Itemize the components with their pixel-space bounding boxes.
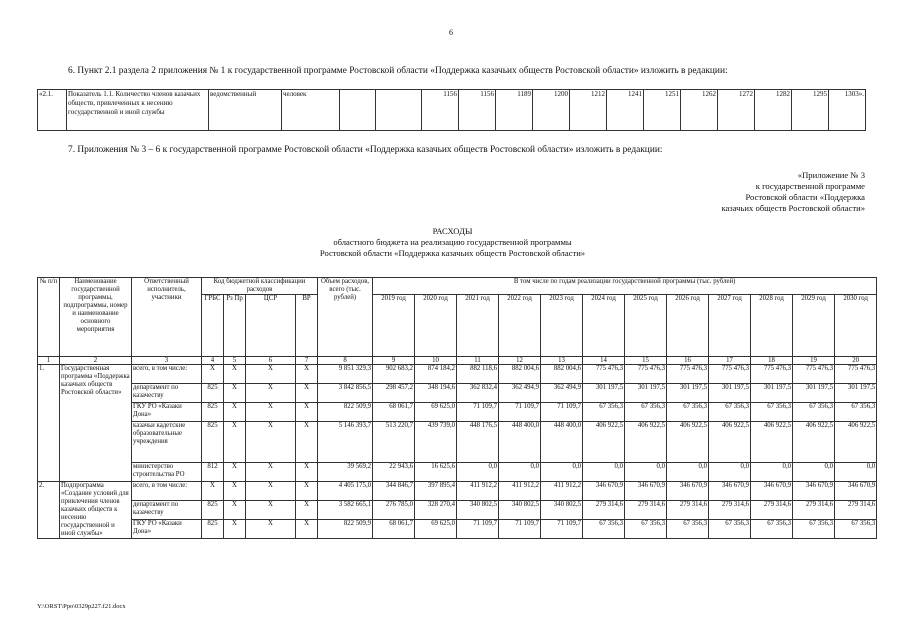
- code-rzpr: X: [224, 463, 246, 482]
- year-value: 276 785,0: [373, 501, 415, 520]
- year-value: 67 356,3: [709, 403, 751, 422]
- year-value: 71 109,7: [541, 403, 583, 422]
- year-value: 397 895,4: [415, 482, 457, 501]
- table-row: [38, 463, 877, 482]
- year-value: 71 109,7: [499, 403, 541, 422]
- page-number: 6: [449, 28, 453, 37]
- year-value: 362 494,9: [499, 384, 541, 403]
- indicator-value: 1156: [422, 90, 459, 131]
- year-value: 67 356,3: [667, 403, 709, 422]
- indicator-value: 1262: [681, 90, 718, 131]
- column-index: 2: [60, 357, 132, 365]
- col-year: 2028 год: [751, 295, 793, 357]
- year-value: 301 197,5: [709, 384, 751, 403]
- appendix-header: «Приложение № 3 к государственной программе Ростовской области «Поддержка казачьих обществ Ростовской области»: [721, 170, 865, 213]
- col-grbs: ГРБС: [202, 295, 224, 357]
- year-value: 298 457,2: [373, 384, 415, 403]
- row-number: 2.: [38, 482, 60, 539]
- code-rzpr: X: [224, 501, 246, 520]
- col-year: 2027 год: [709, 295, 751, 357]
- program-name: Подпрограмма «Создание условий для привлечения членов казачьих обществ к несению государственной и иной службы»: [60, 482, 132, 539]
- year-value: 69 625,0: [415, 403, 457, 422]
- row-number: 1.: [38, 365, 60, 482]
- year-value: 69 625,0: [415, 520, 457, 539]
- code-grbs: X: [202, 482, 224, 501]
- year-value: 279 314,6: [583, 501, 625, 520]
- indicator-name: Показатель 1.1. Количество членов казачьих обществ, привлеченных к несению государственной и иной службы: [67, 90, 209, 131]
- indicator-num: «2.1.: [38, 90, 67, 131]
- column-index: 5: [224, 357, 246, 365]
- year-value: 362 494,9: [541, 384, 583, 403]
- year-value: 411 912,2: [457, 482, 499, 501]
- code-grbs: 812: [202, 463, 224, 482]
- year-value: 406 922,5: [667, 422, 709, 463]
- code-csr: X: [246, 520, 296, 539]
- code-vr: X: [296, 463, 318, 482]
- code-vr: X: [296, 501, 318, 520]
- year-value: 775 476,3: [625, 365, 667, 384]
- year-value: 22 943,6: [373, 463, 415, 482]
- code-vr: X: [296, 365, 318, 384]
- col-year: 2020 год: [415, 295, 457, 357]
- code-rzpr: X: [224, 520, 246, 539]
- year-value: 0,0: [835, 463, 877, 482]
- total-value: 3 582 665,1: [318, 501, 373, 520]
- executor: ГКУ РО «Казаки Дона»: [132, 520, 202, 539]
- code-grbs: 825: [202, 403, 224, 422]
- year-value: 882 004,6: [499, 365, 541, 384]
- code-vr: X: [296, 482, 318, 501]
- col-year: 2025 год: [625, 295, 667, 357]
- col-year: 2024 год: [583, 295, 625, 357]
- table-row: [38, 384, 877, 403]
- column-index: 13: [541, 357, 583, 365]
- indicator-value: 1241: [607, 90, 644, 131]
- table-row: [38, 482, 877, 501]
- col-total: Объем расходов, всего (тыс. рублей): [318, 278, 373, 357]
- index-row: [38, 357, 877, 365]
- indicator-value: 1212: [570, 90, 607, 131]
- year-value: 279 314,6: [667, 501, 709, 520]
- year-value: 301 197,5: [667, 384, 709, 403]
- col-year: 2019 год: [373, 295, 415, 357]
- header-row: [38, 278, 877, 295]
- code-grbs: 825: [202, 422, 224, 463]
- col-vr: ВР: [296, 295, 318, 357]
- column-index: 10: [415, 357, 457, 365]
- col-num: № п/п: [38, 278, 60, 357]
- year-value: 301 197,5: [835, 384, 877, 403]
- year-value: 328 270,4: [415, 501, 457, 520]
- executor: всего, в том числе:: [132, 365, 202, 384]
- code-csr: X: [246, 384, 296, 403]
- year-value: 882 004,6: [541, 365, 583, 384]
- year-value: 67 356,3: [835, 403, 877, 422]
- year-value: 513 220,7: [373, 422, 415, 463]
- year-value: 346 670,9: [751, 482, 793, 501]
- year-value: 71 109,7: [457, 403, 499, 422]
- year-value: 67 356,3: [793, 520, 835, 539]
- col-year: 2026 год: [667, 295, 709, 357]
- year-value: 68 061,7: [373, 403, 415, 422]
- year-value: 67 356,3: [583, 520, 625, 539]
- year-value: 67 356,3: [751, 403, 793, 422]
- table-row: [38, 520, 877, 539]
- code-csr: X: [246, 403, 296, 422]
- year-value: 775 476,3: [835, 365, 877, 384]
- year-value: 0,0: [667, 463, 709, 482]
- year-value: 71 109,7: [499, 520, 541, 539]
- paragraph-6: 6. Пункт 2.1 раздела 2 приложения № 1 к государственной программе Ростовской области «Поддержка казачьих обществ Ростовской области» изложить в редакции:: [68, 66, 728, 76]
- table-row: [38, 501, 877, 520]
- year-value: 775 476,3: [709, 365, 751, 384]
- col-executor: Ответственный исполнитель, участники: [132, 278, 202, 357]
- indicator-unit: человек: [282, 90, 340, 131]
- document-title: РАСХОДЫ областного бюджета на реализацию государственной программы Ростовской области «Поддержка казачьих обществ Ростовской области»: [319, 226, 586, 258]
- year-value: 775 476,3: [667, 365, 709, 384]
- year-value: 448 400,0: [541, 422, 583, 463]
- year-value: 406 922,5: [583, 422, 625, 463]
- expenses-table: [37, 277, 877, 539]
- code-rzpr: X: [224, 403, 246, 422]
- indicator-value: 1200: [533, 90, 570, 131]
- column-index: 16: [667, 357, 709, 365]
- col-rzpr: Рз Пр: [224, 295, 246, 357]
- code-grbs: X: [202, 365, 224, 384]
- year-value: 0,0: [499, 463, 541, 482]
- code-grbs: 825: [202, 520, 224, 539]
- year-value: 71 109,7: [541, 520, 583, 539]
- year-value: 775 476,3: [751, 365, 793, 384]
- year-value: 279 314,6: [835, 501, 877, 520]
- year-value: 0,0: [583, 463, 625, 482]
- year-value: 71 109,7: [457, 520, 499, 539]
- year-value: 439 739,0: [415, 422, 457, 463]
- year-value: 67 356,3: [625, 520, 667, 539]
- indicator-value: 1282: [755, 90, 792, 131]
- year-value: 346 670,9: [709, 482, 751, 501]
- total-value: 9 851 329,3: [318, 365, 373, 384]
- paragraph-7: 7. Приложения № 3 – 6 к государственной программе Ростовской области «Поддержка казачьих обществ Ростовской области» изложить в редакции:: [68, 145, 663, 155]
- code-vr: X: [296, 384, 318, 403]
- indicator-value: 1156: [459, 90, 496, 131]
- year-value: 340 802,5: [457, 501, 499, 520]
- year-value: 0,0: [457, 463, 499, 482]
- year-value: 279 314,6: [709, 501, 751, 520]
- col-years-group: В том числе по годам реализации государственной программы (тыс. рублей): [373, 278, 877, 295]
- code-csr: X: [246, 422, 296, 463]
- col-year: 2023 год: [541, 295, 583, 357]
- year-value: 406 922,5: [793, 422, 835, 463]
- total-value: 822 509,9: [318, 403, 373, 422]
- year-value: 346 670,9: [625, 482, 667, 501]
- year-value: 67 356,3: [751, 520, 793, 539]
- year-value: 362 832,4: [457, 384, 499, 403]
- column-index: 15: [625, 357, 667, 365]
- year-value: 346 670,9: [667, 482, 709, 501]
- year-value: 775 476,3: [583, 365, 625, 384]
- executor: всего, в том числе:: [132, 482, 202, 501]
- column-index: 11: [457, 357, 499, 365]
- year-value: 67 356,3: [625, 403, 667, 422]
- column-index: 20: [835, 357, 877, 365]
- year-value: 0,0: [751, 463, 793, 482]
- col-year: 2030 год: [835, 295, 877, 357]
- code-vr: X: [296, 520, 318, 539]
- column-index: 3: [132, 357, 202, 365]
- code-rzpr: X: [224, 365, 246, 384]
- total-value: 822 509,9: [318, 520, 373, 539]
- year-value: 67 356,3: [793, 403, 835, 422]
- indicator-value: 1295: [792, 90, 829, 131]
- column-index: 14: [583, 357, 625, 365]
- column-index: 8: [318, 357, 373, 365]
- indicator-value: 1251: [644, 90, 681, 131]
- indicator-row: [38, 90, 866, 131]
- executor: ГКУ РО «Казаки Дона»: [132, 403, 202, 422]
- column-index: 7: [296, 357, 318, 365]
- year-value: 406 922,5: [625, 422, 667, 463]
- total-value: 4 405 175,0: [318, 482, 373, 501]
- code-rzpr: X: [224, 482, 246, 501]
- year-value: 406 922,5: [835, 422, 877, 463]
- year-value: 301 197,5: [751, 384, 793, 403]
- total-value: 5 146 393,7: [318, 422, 373, 463]
- column-index: 12: [499, 357, 541, 365]
- code-vr: X: [296, 403, 318, 422]
- column-index: 9: [373, 357, 415, 365]
- year-value: 0,0: [541, 463, 583, 482]
- year-value: 67 356,3: [835, 520, 877, 539]
- year-value: 448 400,0: [499, 422, 541, 463]
- col-code-group: Код бюджетной классификации расходов: [202, 278, 318, 295]
- year-value: 411 912,2: [541, 482, 583, 501]
- year-value: 411 912,2: [499, 482, 541, 501]
- col-year: 2021 год: [457, 295, 499, 357]
- code-grbs: 825: [202, 384, 224, 403]
- column-index: 4: [202, 357, 224, 365]
- year-value: 67 356,3: [709, 520, 751, 539]
- table-row: [38, 422, 877, 463]
- year-value: 874 184,2: [415, 365, 457, 384]
- year-value: 301 197,5: [583, 384, 625, 403]
- indicator-value: 1272: [718, 90, 755, 131]
- year-value: 0,0: [793, 463, 835, 482]
- code-csr: X: [246, 463, 296, 482]
- year-value: 67 356,3: [667, 520, 709, 539]
- code-vr: X: [296, 422, 318, 463]
- year-value: 68 061,7: [373, 520, 415, 539]
- year-value: 406 922,5: [709, 422, 751, 463]
- indicator-value: 1303».: [829, 90, 866, 131]
- year-value: 279 314,6: [625, 501, 667, 520]
- year-value: 775 476,3: [793, 365, 835, 384]
- col-year: 2022 год: [499, 295, 541, 357]
- year-value: 301 197,5: [625, 384, 667, 403]
- total-value: 3 842 856,5: [318, 384, 373, 403]
- year-value: 448 176,5: [457, 422, 499, 463]
- column-index: 6: [246, 357, 296, 365]
- year-value: 346 670,9: [583, 482, 625, 501]
- executor: департамент по казачеству: [132, 384, 202, 403]
- file-path-footer: Y:\ORST\Ppo\0329p227.f21.docx: [37, 603, 126, 610]
- total-value: 39 569,2: [318, 463, 373, 482]
- year-value: 882 118,6: [457, 365, 499, 384]
- year-value: 346 670,9: [835, 482, 877, 501]
- code-csr: X: [246, 365, 296, 384]
- year-value: 340 802,5: [499, 501, 541, 520]
- table-row: [38, 403, 877, 422]
- year-value: 0,0: [709, 463, 751, 482]
- program-name: Государственная программа «Поддержка казачьих обществ Ростовской области»: [60, 365, 132, 482]
- column-index: 17: [709, 357, 751, 365]
- executor: казачьи кадетские образовательные учреждения: [132, 422, 202, 463]
- year-value: 346 670,9: [793, 482, 835, 501]
- executor: департамент по казачеству: [132, 501, 202, 520]
- column-index: 18: [751, 357, 793, 365]
- year-value: 340 802,5: [541, 501, 583, 520]
- column-index: 19: [793, 357, 835, 365]
- code-csr: X: [246, 501, 296, 520]
- code-rzpr: X: [224, 384, 246, 403]
- year-value: 279 314,6: [793, 501, 835, 520]
- code-csr: X: [246, 482, 296, 501]
- code-rzpr: X: [224, 422, 246, 463]
- year-value: 0,0: [625, 463, 667, 482]
- table-row: [38, 365, 877, 384]
- col-name: Наименование государственной программы, подпрограммы, номер и наименование основного мероприятия: [60, 278, 132, 357]
- code-grbs: 825: [202, 501, 224, 520]
- col-year: 2029 год: [793, 295, 835, 357]
- column-index: 1: [38, 357, 60, 365]
- year-value: 16 625,6: [415, 463, 457, 482]
- year-value: 67 356,3: [583, 403, 625, 422]
- indicator-kind: ведомственный: [209, 90, 282, 131]
- year-value: 279 314,6: [751, 501, 793, 520]
- col-csr: ЦСР: [246, 295, 296, 357]
- year-value: 301 197,5: [793, 384, 835, 403]
- indicator-table: [37, 89, 866, 131]
- year-value: 406 922,5: [751, 422, 793, 463]
- indicator-value: 1189: [496, 90, 533, 131]
- executor: министерство строительства РО: [132, 463, 202, 482]
- year-value: 344 846,7: [373, 482, 415, 501]
- year-value: 348 194,6: [415, 384, 457, 403]
- year-value: 902 683,2: [373, 365, 415, 384]
